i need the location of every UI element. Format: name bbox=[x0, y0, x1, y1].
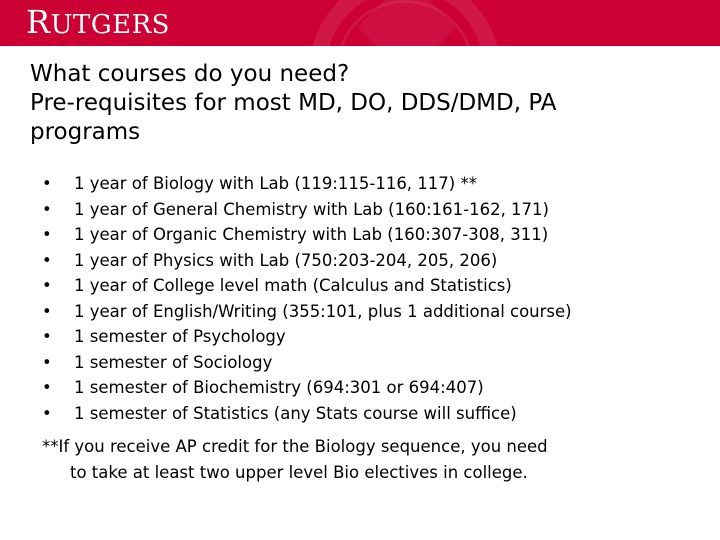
list-item bbox=[42, 401, 712, 427]
list-item-text: 1 year of English/Writing (355:101, plus 1 additional course) bbox=[74, 301, 572, 321]
slide-title bbox=[30, 60, 690, 147]
bullet-icon: • bbox=[42, 225, 52, 244]
list-item-text: 1 semester of Psychology bbox=[74, 327, 286, 346]
footnote-line-1: **If you receive AP credit for the Biology sequence, you need bbox=[42, 437, 548, 456]
list-item bbox=[42, 222, 712, 248]
title-line-1: What courses do you need? bbox=[30, 61, 350, 87]
list-item bbox=[42, 248, 712, 274]
list-item-text: 1 year of Physics with Lab (750:203-204, 205, 206) bbox=[74, 250, 498, 270]
list-item-text: 1 year of Biology with Lab (119:115-116, 117) ** bbox=[74, 174, 477, 193]
list-item-text: 1 semester of Statistics (any Stats course will suffice) bbox=[74, 403, 517, 423]
list-item-text: 1 semester of Sociology bbox=[74, 352, 273, 372]
list-item bbox=[42, 324, 712, 350]
bullet-icon: • bbox=[42, 276, 52, 295]
bullet-icon: • bbox=[42, 174, 52, 193]
title-line-2: Pre-requisites for most MD, DO, DDS/DMD, PA bbox=[30, 90, 557, 116]
ap-credit-footnote bbox=[42, 434, 712, 485]
bullet-icon: • bbox=[42, 403, 52, 423]
list-item-text: 1 year of Organic Chemistry with Lab (160:307-308, 311) bbox=[74, 225, 549, 244]
list-item-text: 1 year of College level math (Calculus and Statistics) bbox=[74, 276, 512, 295]
list-item bbox=[42, 375, 712, 401]
list-item bbox=[42, 299, 712, 325]
bullet-icon: • bbox=[42, 301, 52, 321]
rutgers-logo: RUTGERS bbox=[26, 3, 170, 41]
bullet-icon: • bbox=[42, 327, 52, 346]
list-item-text: 1 year of General Chemistry with Lab (160:161-162, 171) bbox=[74, 199, 549, 219]
footnote-line-2: to take at least two upper level Bio electives in college. bbox=[70, 462, 528, 482]
list-item bbox=[42, 171, 712, 197]
list-item-text: 1 semester of Biochemistry (694:301 or 694:407) bbox=[74, 378, 484, 397]
list-item bbox=[42, 350, 712, 376]
list-item bbox=[42, 273, 712, 299]
bullet-icon: • bbox=[42, 378, 52, 397]
course-list bbox=[42, 171, 712, 426]
header-bar bbox=[0, 0, 720, 46]
list-item bbox=[42, 197, 712, 223]
bullet-icon: • bbox=[42, 352, 52, 372]
bullet-icon: • bbox=[42, 199, 52, 219]
title-line-3: programs bbox=[30, 119, 141, 145]
bullet-icon: • bbox=[42, 250, 52, 270]
